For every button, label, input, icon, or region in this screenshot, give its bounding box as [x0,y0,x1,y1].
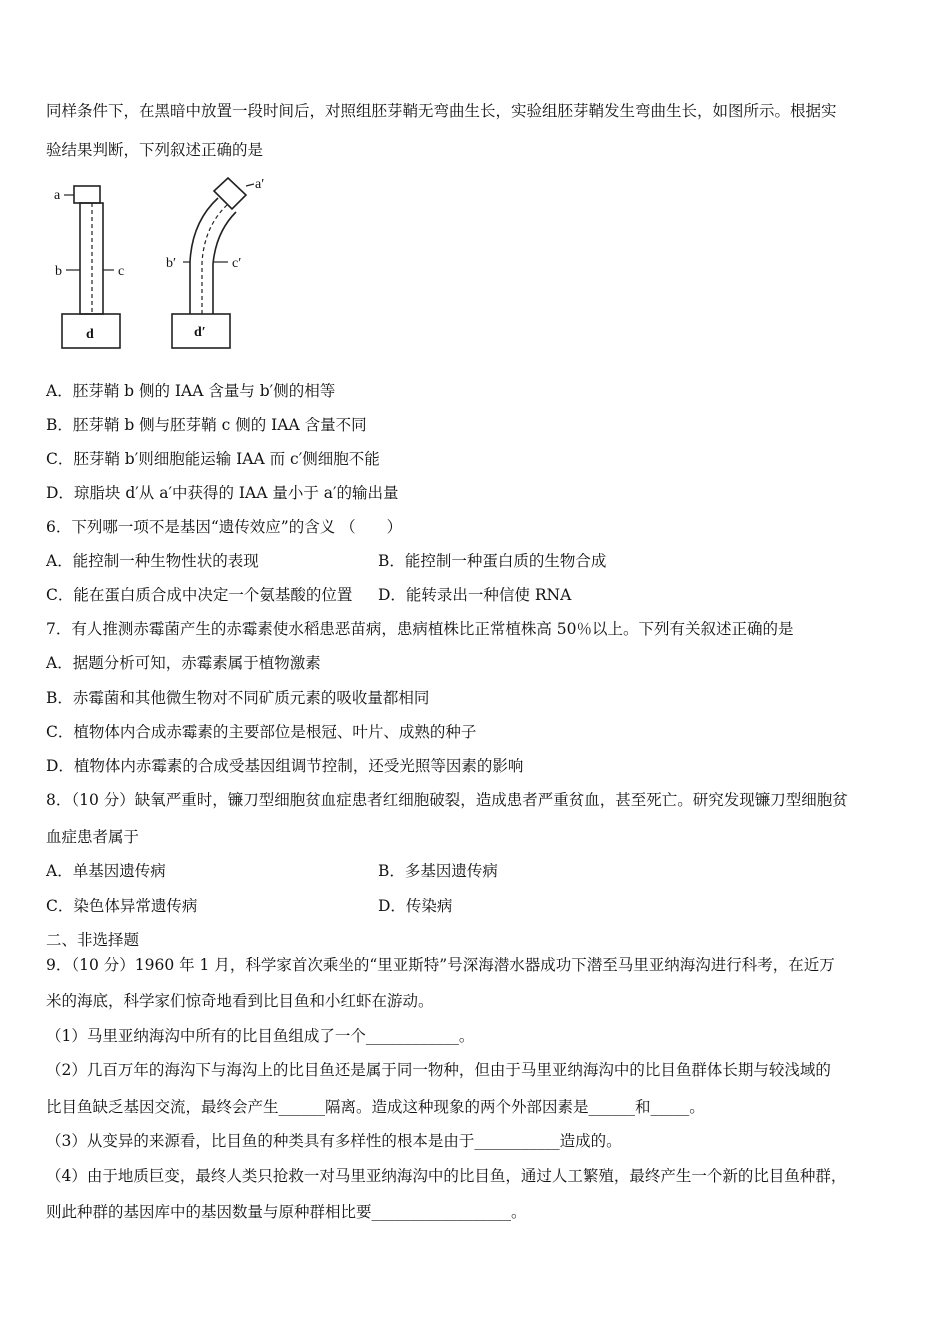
intro-line-1: 同样条件下，在黑暗中放置一段时间后，对照组胚芽鞘无弯曲生长，实验组胚芽鞘发生弯曲生长，如图所示。根据实 [46,102,837,120]
q7-option-a: A．据题分析可知，赤霉素属于植物激素 [46,654,321,672]
q8-option-b: B．多基因遗传病 [378,862,498,880]
q8-option-a: A．单基因遗传病 [46,862,166,880]
q9-part-2-line-1: （2）几百万年的海沟下与海沟上的比目鱼还是属于同一物种，但由于马里亚纳海沟中的比目鱼群体长期与较浅域的 [46,1061,831,1079]
q7-option-b: B．赤霉菌和其他微生物对不同矿质元素的吸收量都相同 [46,689,430,707]
q9-stem-line-2: 米的海底，科学家们惊奇地看到比目鱼和小红虾在游动。 [46,992,434,1010]
q6-option-b: B．能控制一种蛋白质的生物合成 [378,552,607,570]
q9-stem-line-1: 9．（10 分）1960 年 1 月，科学家首次乘坐的“里亚斯特”号深海潜水器成功下潜至马里亚纳海沟进行科考，在近万 [46,956,835,974]
coleoptile-figure [46,172,296,358]
q9-part-4-line-2: 则此种群的基因库中的基因数量与原种群相比要__________________。 [46,1203,527,1221]
q8-stem-line-2: 血症患者属于 [46,828,140,846]
section-heading: 二、非选择题 [46,931,140,949]
q8-stem-line-1: 8．（10 分）缺氧严重时，镰刀型细胞贫血症患者红细胞破裂，造成患者严重贫血，甚至死亡。研究发现镰刀型细胞贫 [46,791,848,809]
agar-block-a2 [214,178,246,209]
q6-option-a: A．能控制一种生物性状的表现 [46,552,259,570]
q5-option-d: D．琼脂块 d′从 a′中获得的 IAA 量小于 a′的输出量 [46,484,399,502]
label-d: d [86,327,94,342]
label-a-prime: a′ [255,177,265,192]
q8-option-d: D．传染病 [378,897,453,915]
q6-option-c: C．能在蛋白质合成中决定一个氨基酸的位置 [46,586,353,604]
q8-option-c: C．染色体异常遗传病 [46,897,198,915]
q9-part-2-line-2: 比目鱼缺乏基因交流，最终会产生______隔离。造成这种现象的两个外部因素是______和_____。 [46,1098,705,1116]
q7-option-d: D．植物体内赤霉素的合成受基因组调节控制，还受光照等因素的影响 [46,757,524,775]
label-c: c [118,264,125,279]
q6-stem: 6．下列哪一项不是基因“遗传效应”的含义 （ ） [46,518,403,536]
label-d-prime: d′ [194,325,206,340]
label-b: b [55,264,62,279]
q9-part-1: （1）马里亚纳海沟中所有的比目鱼组成了一个____________。 [46,1027,475,1045]
label-a: a [54,188,61,203]
q6-option-d: D．能转录出一种信使 RNA [378,586,572,604]
label-c-prime: c′ [232,256,242,271]
intro-line-2: 验结果判断，下列叙述正确的是 [46,141,264,159]
experimental-coleoptile [172,178,254,348]
q7-option-c: C．植物体内合成赤霉素的主要部位是根冠、叶片、成熟的种子 [46,723,477,741]
q9-part-3: （3）从变异的来源看，比目鱼的种类具有多样性的根本是由于___________造成的。 [46,1132,622,1150]
q5-option-c: C．胚芽鞘 b′则细胞能运输 IAA 而 c′侧细胞不能 [46,450,380,468]
agar-block-a [74,186,100,203]
q5-option-a: A．胚芽鞘 b 侧的 IAA 含量与 b′侧的相等 [46,382,336,400]
q5-option-b: B．胚芽鞘 b 侧与胚芽鞘 c 侧的 IAA 含量不同 [46,416,367,434]
q7-stem: 7．有人推测赤霉菌产生的赤霉素使水稻患恶苗病，患病植株比正常植株高 50％以上。下列有关叙述正确的是 [46,620,794,638]
control-coleoptile [62,186,120,348]
q9-part-4-line-1: （4）由于地质巨变，最终人类只抢救一对马里亚纳海沟中的比目鱼，通过人工繁殖，最终产生一个新的比目鱼种群， [46,1167,847,1185]
label-b-prime: b′ [166,256,177,271]
